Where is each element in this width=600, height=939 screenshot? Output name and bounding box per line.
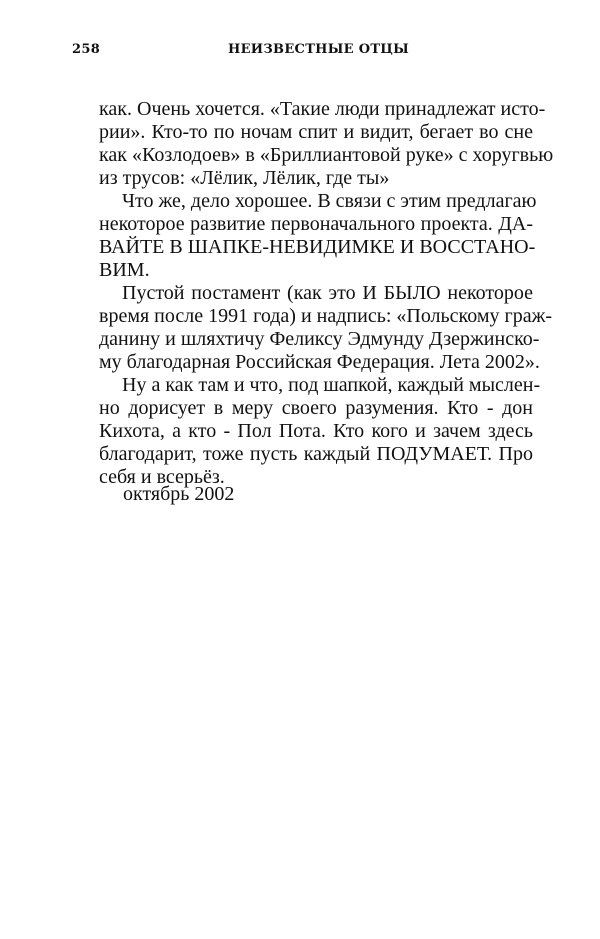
page-number: 258 <box>72 42 101 57</box>
text-line: Кихота, а кто - Пол Пота. Кто кого и зачем здесь <box>99 420 533 442</box>
text-line: как. Очень хочется. «Такие люди принадлежат исто- <box>99 98 546 120</box>
text-line: как «Козлодоев» в «Бриллиантовой руке» с хоругвью <box>99 144 554 166</box>
text-line: Ну а как там и что, под шапкой, каждый мыслен- <box>122 374 541 396</box>
text-line: себя и всерьёз. <box>99 466 225 488</box>
text-line: му благодарная Российская Федерация. Лета 2002». <box>99 351 540 373</box>
text-line: ВИМ. <box>99 259 150 281</box>
text-line: некоторое развитие первоначального проекта. ДА- <box>99 213 533 235</box>
text-line: данину и шляхтичу Феликсу Эдмунду Дзержинско- <box>99 328 540 350</box>
text-line: Пустой постамент (как это И БЫЛО некоторое <box>122 282 533 304</box>
running-title: НЕИЗВЕСТНЫЕ ОТЦЫ <box>228 42 410 57</box>
text-line: благодарит, тоже пусть каждый ПОДУМАЕТ. Про <box>99 443 533 465</box>
text-line: время после 1991 года) и надпись: «Польскому граж- <box>99 305 553 327</box>
text-line: рии». Кто-то по ночам спит и видит, бегает во сне <box>99 121 533 143</box>
text-line: но дорисует в меру своего разумения. Кто - дон <box>99 397 533 419</box>
text-line: ВАЙТЕ В ШАПКЕ-НЕВИДИМКЕ И ВОССТАНО- <box>99 236 536 258</box>
body-text <box>99 98 554 489</box>
text-line: Что же, дело хорошее. В связи с этим предлагаю <box>122 190 537 212</box>
text-line: из трусов: «Лёлик, Лёлик, где ты» <box>99 167 390 189</box>
date-signoff: октябрь 2002 <box>123 483 235 505</box>
